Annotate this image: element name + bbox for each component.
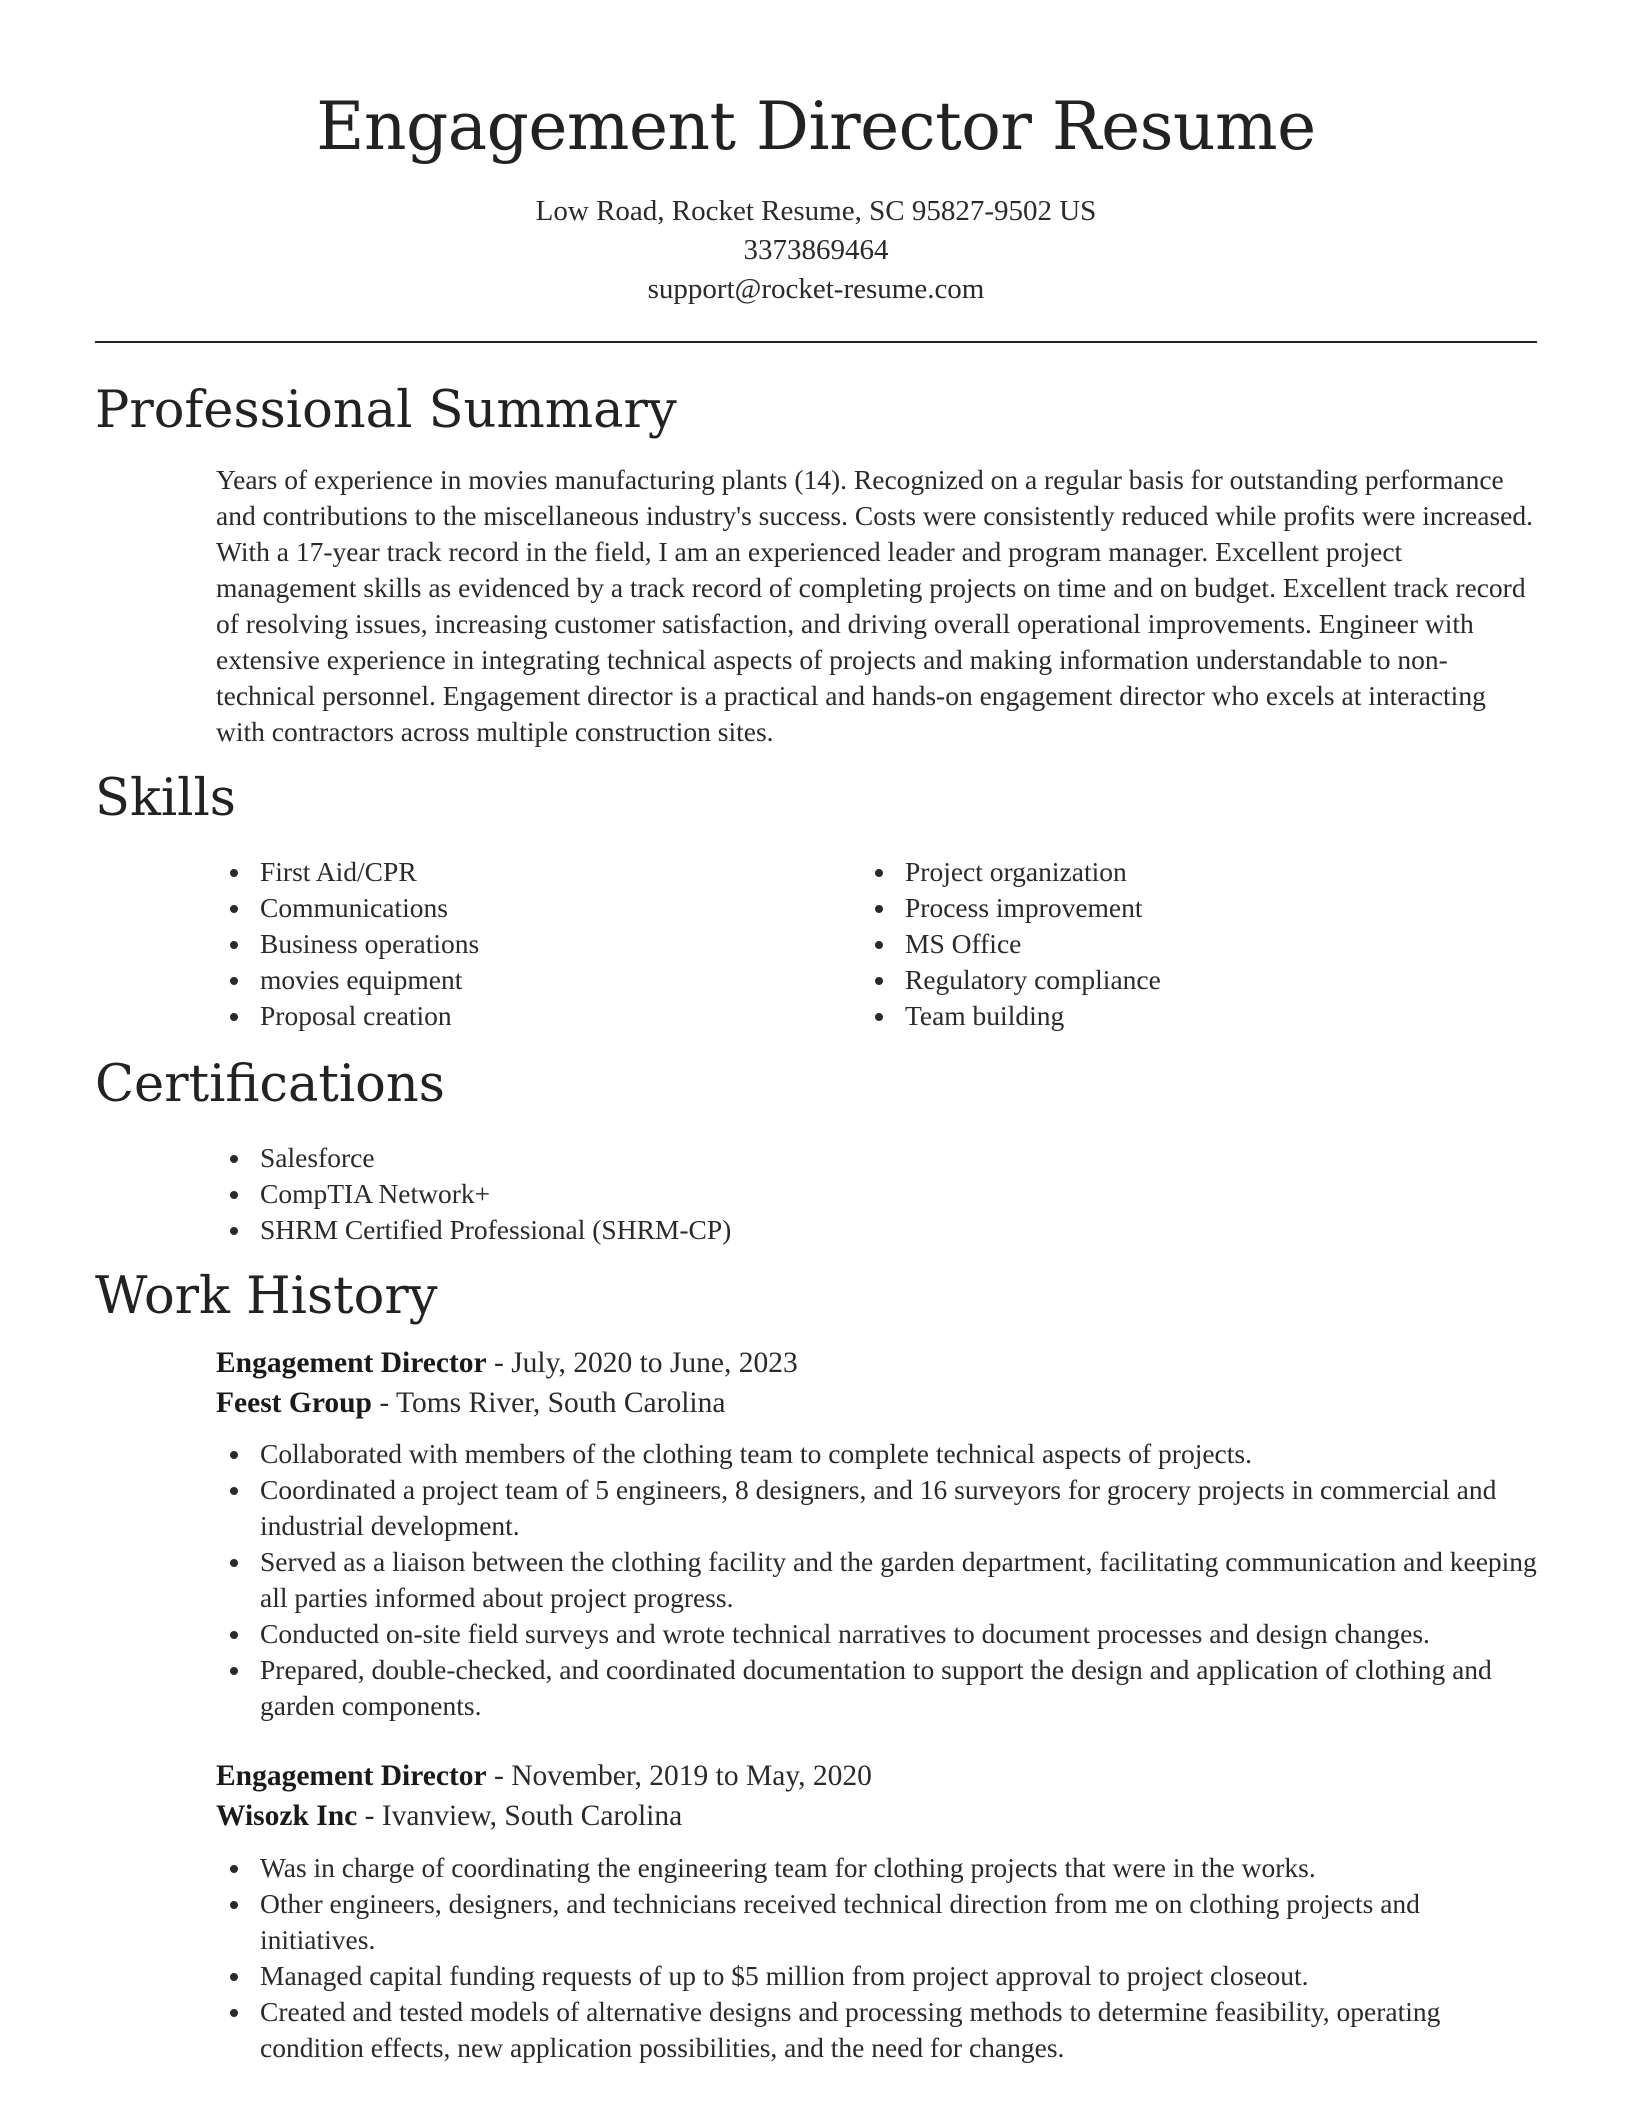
header-divider [95, 341, 1537, 343]
job-title: Engagement Director [216, 1760, 487, 1792]
skill-item: Team building [861, 998, 1461, 1034]
job-dates: - November, 2019 to May, 2020 [486, 1760, 872, 1792]
contact-email: support@rocket-resume.com [647, 273, 985, 305]
job-company-line [216, 1383, 1536, 1423]
summary-text: Years of experience in movies manufacturing plants (14). Recognized on a regular basis for outstanding performance and contributions to the miscellaneous industry's success. Costs were consistently reduced while profits were increased. With a 17-year track record in the field, I am an experienced leader and program manager. Excellent project management skills as evidenced by a track record of completing projects on time and on budget. Excellent track record of resolving issues, increasing customer satisfaction, and driving overall operational improvements. Engineer with extensive experience in integrating technical aspects of projects and making information understandable to non-technical personnel. Engagement director is a practical and hands-on engagement director who excels at interacting with contractors across multiple construction sites. [216, 464, 1533, 747]
summary-heading: Professional Summary [95, 381, 677, 440]
job-bullet: Served as a liaison between the clothing facility and the garden department, facilitating communication and keeping all parties informed about project progress. [216, 1544, 1540, 1616]
job-bullet: Was in charge of coordinating the engineering team for clothing projects that were in the works. [216, 1850, 1540, 1886]
contact-phone: 3373869464 [743, 234, 889, 266]
skills-list-left [216, 854, 816, 1034]
job-bullets [216, 1850, 1540, 2066]
job-bullet: Created and tested models of alternative designs and processing methods to determine feasibility, operating condition effects, new application possibilities, and the need for changes. [216, 1994, 1540, 2066]
job-company-line [216, 1796, 1536, 1836]
job-bullet: Coordinated a project team of 5 engineers, 8 designers, and 16 surveyors for grocery projects in commercial and industrial development. [216, 1472, 1540, 1544]
skill-item: Process improvement [861, 890, 1461, 926]
skill-item: Regulatory compliance [861, 962, 1461, 998]
job-location: - Ivanview, South Carolina [357, 1800, 683, 1832]
skill-item: movies equipment [216, 962, 816, 998]
job-bullet: Prepared, double-checked, and coordinated documentation to support the design and application of clothing and garden components. [216, 1652, 1540, 1724]
job-title: Engagement Director [216, 1347, 487, 1379]
job-company: Wisozk Inc [216, 1800, 358, 1832]
skill-item: MS Office [861, 926, 1461, 962]
job-company: Feest Group [216, 1387, 372, 1419]
certifications-list [216, 1140, 1116, 1248]
job-title-line [216, 1343, 1536, 1383]
job-bullet: Collaborated with members of the clothing team to complete technical aspects of projects. [216, 1436, 1540, 1472]
skill-item: Project organization [861, 854, 1461, 890]
skill-item: Communications [216, 890, 816, 926]
work-history-heading: Work History [95, 1267, 438, 1326]
resume-title: Engagement Director Resume [316, 88, 1316, 165]
job-bullet: Managed capital funding requests of up to $5 million from project approval to project closeout. [216, 1958, 1540, 1994]
certification-item: SHRM Certified Professional (SHRM-CP) [216, 1212, 1116, 1248]
job-bullets [216, 1436, 1540, 1724]
certification-item: Salesforce [216, 1140, 1116, 1176]
certification-item: CompTIA Network+ [216, 1176, 1116, 1212]
skill-item: First Aid/CPR [216, 854, 816, 890]
certifications-heading: Certifications [95, 1055, 445, 1114]
job-bullet: Conducted on-site field surveys and wrote technical narratives to document processes and design changes. [216, 1616, 1540, 1652]
job-dates: - July, 2020 to June, 2023 [486, 1347, 798, 1379]
skills-list-right [861, 854, 1461, 1034]
skill-item: Proposal creation [216, 998, 816, 1034]
contact-address: Low Road, Rocket Resume, SC 95827-9502 US [535, 195, 1097, 227]
skill-item: Business operations [216, 926, 816, 962]
job-title-line [216, 1756, 1536, 1796]
resume-header [0, 82, 1632, 309]
job-location: - Toms River, South Carolina [371, 1387, 726, 1419]
job-bullet: Other engineers, designers, and technicians received technical direction from me on clothing projects and initiatives. [216, 1886, 1540, 1958]
skills-heading: Skills [95, 769, 236, 828]
